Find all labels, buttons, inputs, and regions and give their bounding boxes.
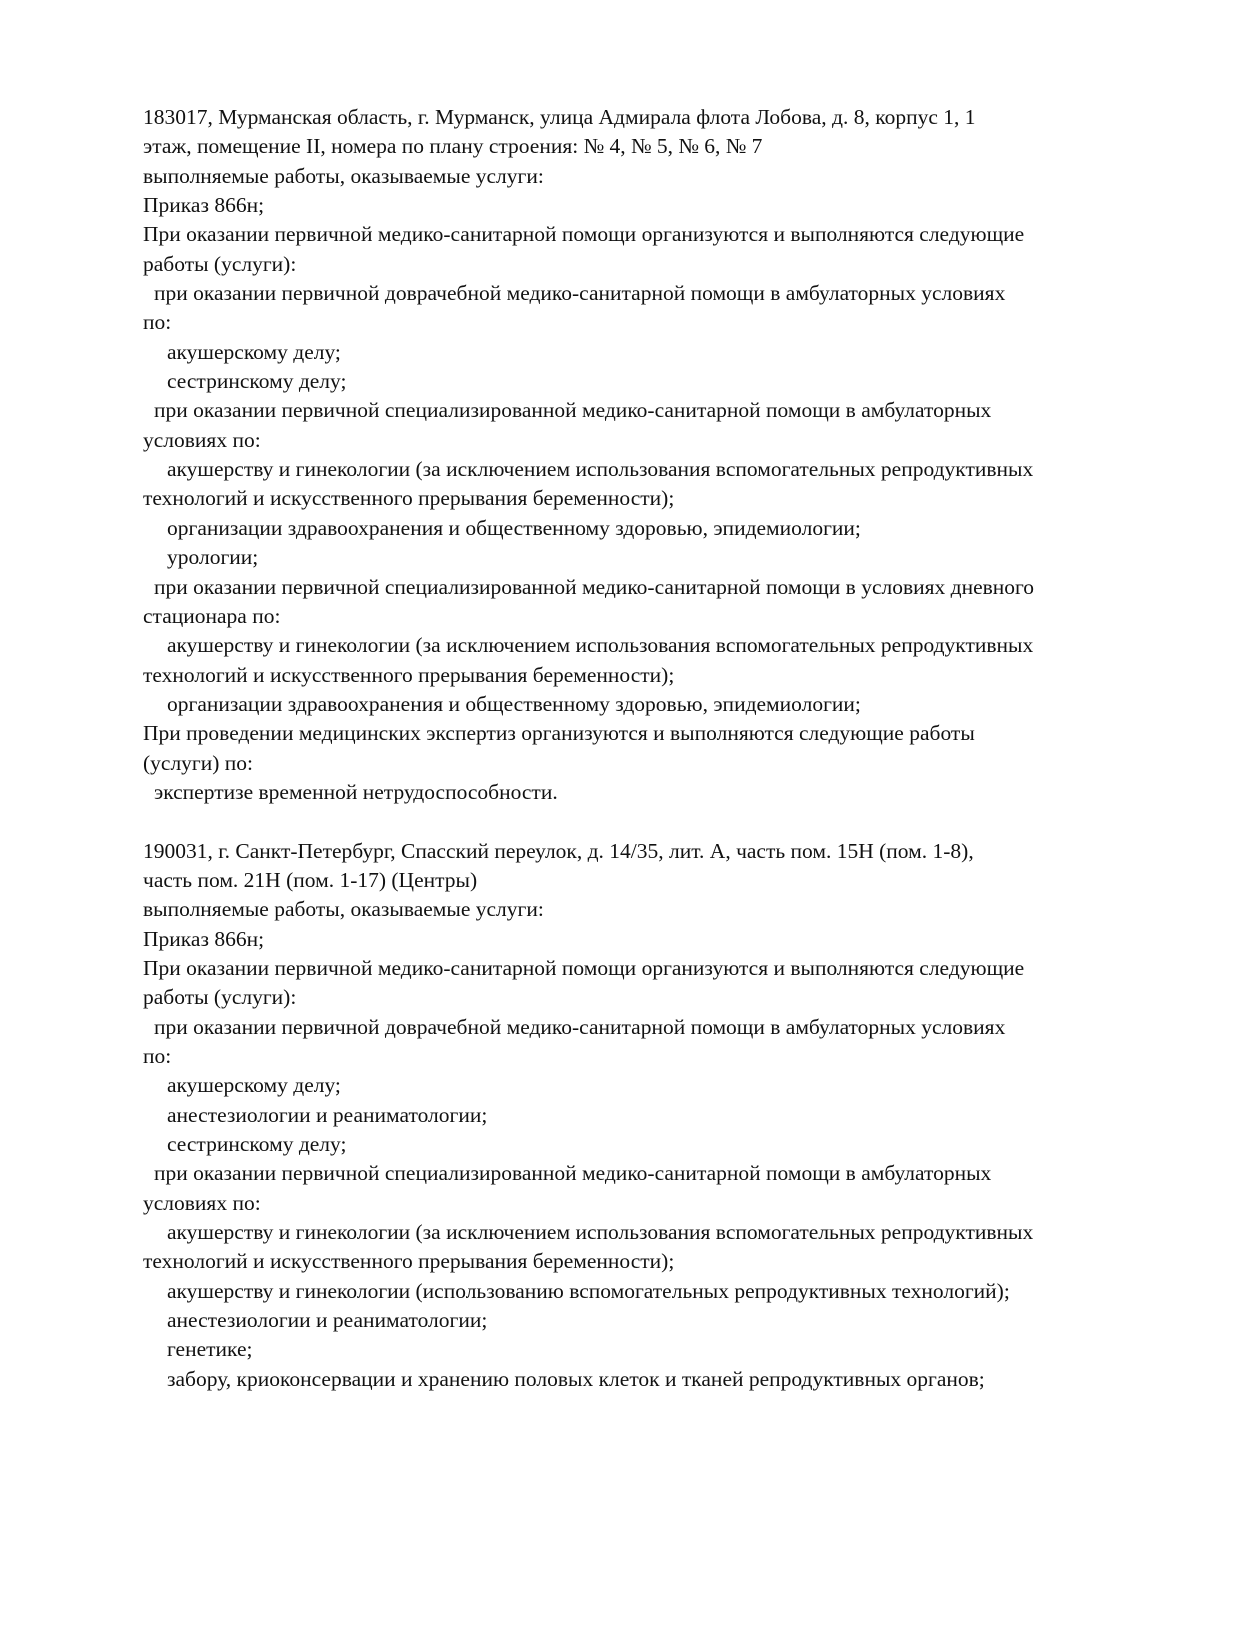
service-line: (услуги) по: (143, 750, 254, 775)
service-line: забору, криоконсервации и хранению половых клеток и тканей репродуктивных органов; (167, 1366, 985, 1391)
service-line: акушерству и гинекологии (за исключением использования вспомогательных репродуктивных (167, 1220, 1034, 1245)
service-line: Приказ 866н; (143, 193, 265, 218)
service-line: урологии; (167, 545, 259, 570)
services-list (143, 162, 1153, 808)
document-body (143, 103, 1153, 1423)
service-line: При оказании первичной медико-санитарной помощи организуются и выполняются следующие (143, 955, 1025, 980)
services-list (143, 895, 1153, 1394)
address-line: часть пом. 21Н (пом. 1-17) (Центры) (143, 867, 478, 892)
service-line: Приказ 866н; (143, 926, 265, 951)
service-line: технологий и искусственного прерывания беременности); (143, 662, 675, 687)
service-line: сестринскому делу; (167, 1132, 347, 1157)
service-line: по: (143, 310, 172, 335)
address-block-saint-petersburg (143, 837, 1153, 1395)
service-line: анестезиологии и реаниматологии; (167, 1102, 488, 1127)
service-line: При проведении медицинских экспертиз организуются и выполняются следующие работы (143, 721, 975, 746)
service-line: сестринскому делу; (167, 369, 347, 394)
address-block-murmansk (143, 103, 1153, 807)
service-line: акушерству и гинекологии (использованию вспомогательных репродуктивных технологий); (167, 1278, 1010, 1303)
service-line: при оказании первичной специализированной медико-санитарной помощи в условиях дневного (154, 574, 1035, 599)
service-line: организации здравоохранения и общественному здоровью, эпидемиологии; (167, 691, 861, 716)
service-line: при оказании первичной доврачебной медико-санитарной помощи в амбулаторных условиях (154, 281, 1006, 306)
service-line: при оказании первичной доврачебной медико-санитарной помощи в амбулаторных условиях (154, 1014, 1006, 1039)
service-line: работы (услуги): (143, 251, 297, 276)
service-line: При оказании первичной медико-санитарной помощи организуются и выполняются следующие (143, 222, 1025, 247)
service-line: по: (143, 1044, 172, 1068)
service-line: анестезиологии и реаниматологии; (167, 1308, 488, 1333)
service-line: условиях по: (143, 427, 261, 452)
service-line: работы (услуги): (143, 985, 297, 1010)
service-line: условиях по: (143, 1190, 261, 1215)
service-line: акушерству и гинекологии (за исключением использования вспомогательных репродуктивных (167, 457, 1034, 482)
address-line: 183017, Мурманская область, г. Мурманск, улица Адмирала флота Лобова, д. 8, корпус 1, 1 (143, 105, 976, 129)
service-line: выполняемые работы, оказываемые услуги: (143, 897, 544, 922)
service-line: акушерскому делу; (167, 1073, 341, 1098)
service-line: акушерскому делу; (167, 339, 341, 364)
service-line: генетике; (167, 1337, 253, 1362)
service-line: выполняемые работы, оказываемые услуги: (143, 163, 544, 188)
address-line: этаж, помещение II, номера по плану строения: № 4, № 5, № 6, № 7 (143, 134, 763, 159)
service-line: при оказании первичной специализированной медико-санитарной помощи в амбулаторных (154, 398, 992, 423)
service-line: стационара по: (143, 603, 281, 628)
address-line: 190031, г. Санкт-Петербург, Спасский переулок, д. 14/35, лит. А, часть пом. 15Н (пом. 1-8), (143, 838, 974, 863)
service-line: организации здравоохранения и общественному здоровью, эпидемиологии; (167, 515, 861, 540)
service-line: экспертизе временной нетрудоспособности. (154, 779, 558, 804)
service-line: при оказании первичной специализированной медико-санитарной помощи в амбулаторных (154, 1161, 992, 1186)
service-line: технологий и искусственного прерывания беременности); (143, 486, 675, 511)
service-line: акушерству и гинекологии (за исключением использования вспомогательных репродуктивных (167, 633, 1034, 658)
service-line: технологий и искусственного прерывания беременности); (143, 1249, 675, 1274)
